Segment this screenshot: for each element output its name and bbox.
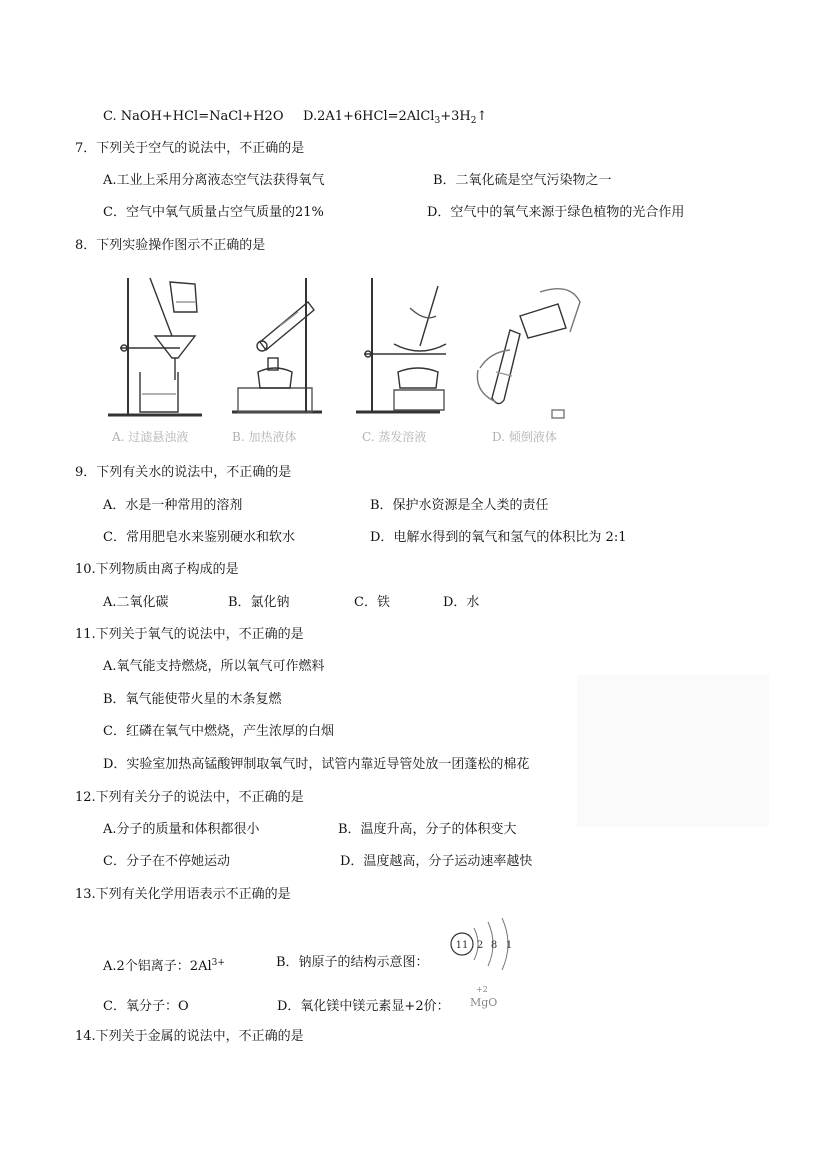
q12-option-c: C．分子在不停她运动	[103, 854, 230, 869]
atom-shell-2: 8	[490, 940, 498, 951]
q9-stem: 9．下列有关水的说法中，不正确的是	[75, 465, 292, 480]
q13-option-c: C．氧分子：O	[103, 999, 189, 1014]
q6-option-d-mid: +3H	[440, 109, 471, 124]
q7-option-a: A.工业上采用分离液态空气法获得氧气	[103, 173, 325, 188]
q12-option-b: B．温度升高，分子的体积变大	[338, 822, 517, 837]
q13-option-a	[103, 954, 225, 976]
q10-option-d: D．水	[443, 595, 480, 610]
atom-shell-3: 1	[505, 940, 513, 951]
q6-sub-2: 2	[470, 116, 477, 126]
q13-option-b: B．钠原子的结构示意图：	[276, 955, 429, 970]
q13-option-d: D．氧化镁中镁元素显+2价：	[277, 999, 450, 1014]
q11-option-a: A.氧气能支持燃烧，所以氧气可作燃料	[103, 659, 325, 674]
caption-a: A. 过滤悬浊液	[112, 430, 189, 444]
mgo-valence-notation	[470, 985, 510, 1013]
mgo-valence: +2	[476, 985, 488, 994]
q7-option-c: C．空气中氧气质量占空气质量的21%	[103, 205, 324, 220]
q6-option-d	[303, 108, 487, 130]
q10-option-b: B．氯化钠	[228, 595, 290, 610]
blank-shaded-area	[577, 675, 769, 827]
q12-option-d: D．温度越高，分子运动速率越快	[340, 854, 533, 869]
mgo-formula: MgO	[470, 996, 498, 1009]
q6-sub-3: 3	[434, 116, 441, 126]
q10-option-c: C．铁	[354, 595, 390, 610]
q7-option-b: B．二氧化硫是空气污染物之一	[433, 173, 612, 188]
caption-d: D. 倾倒液体	[492, 430, 557, 444]
q11-option-b: B．氧气能使带火星的木条复燃	[103, 692, 282, 707]
q11-option-c: C．红磷在氧气中燃烧，产生浓厚的白烟	[103, 724, 334, 739]
q9-option-d: D．电解水得到的氧气和氢气的体积比为 2:1	[370, 530, 627, 545]
gas-arrow-icon: ↑	[476, 109, 488, 124]
q9-option-b: B．保护水资源是全人类的责任	[370, 498, 549, 513]
caption-c: C. 蒸发溶液	[362, 430, 427, 444]
q12-stem: 12.下列有关分子的说法中，不正确的是	[75, 790, 304, 805]
q11-option-d: D．实验室加热高锰酸钾制取氧气时，试管内靠近导管处放一团蓬松的棉花	[103, 757, 530, 772]
q7-stem: 7．下列关于空气的说法中，不正确的是	[75, 141, 305, 156]
q10-stem: 10.下列物质由离子构成的是	[75, 562, 239, 577]
q10-option-a: A.二氧化碳	[103, 595, 169, 610]
atom-shell-1: 2	[476, 940, 484, 951]
q8-stem: 8．下列实验操作图示不正确的是	[75, 238, 266, 253]
lab-operations-figure	[100, 272, 590, 452]
q13-option-a-charge: 3+	[211, 958, 225, 968]
sodium-atom-diagram	[448, 914, 518, 974]
q9-option-a: A．水是一种常用的溶剂	[103, 498, 243, 513]
q13-stem: 13.下列有关化学用语表示不正确的是	[75, 887, 291, 902]
caption-b: B. 加热液体	[232, 430, 297, 444]
q9-option-c: C．常用肥皂水来鉴别硬水和软水	[103, 530, 295, 545]
q11-stem: 11.下列关于氧气的说法中，不正确的是	[75, 627, 304, 642]
q13-option-a-text: A.2个铝离子：2Al	[103, 959, 212, 974]
atom-nucleus: 11	[455, 940, 469, 951]
q14-stem: 14.下列关于金属的说法中，不正确的是	[75, 1029, 304, 1044]
q7-option-d: D．空气中的氧气来源于绿色植物的光合作用	[427, 205, 685, 220]
q6-option-c: C. NaOH+HCl=NaCl+H2O	[103, 109, 284, 124]
q12-option-a: A.分子的质量和体积都很小	[103, 822, 260, 837]
q6-option-d-text: D.2A1+6HCl=2AlCl	[303, 109, 435, 124]
